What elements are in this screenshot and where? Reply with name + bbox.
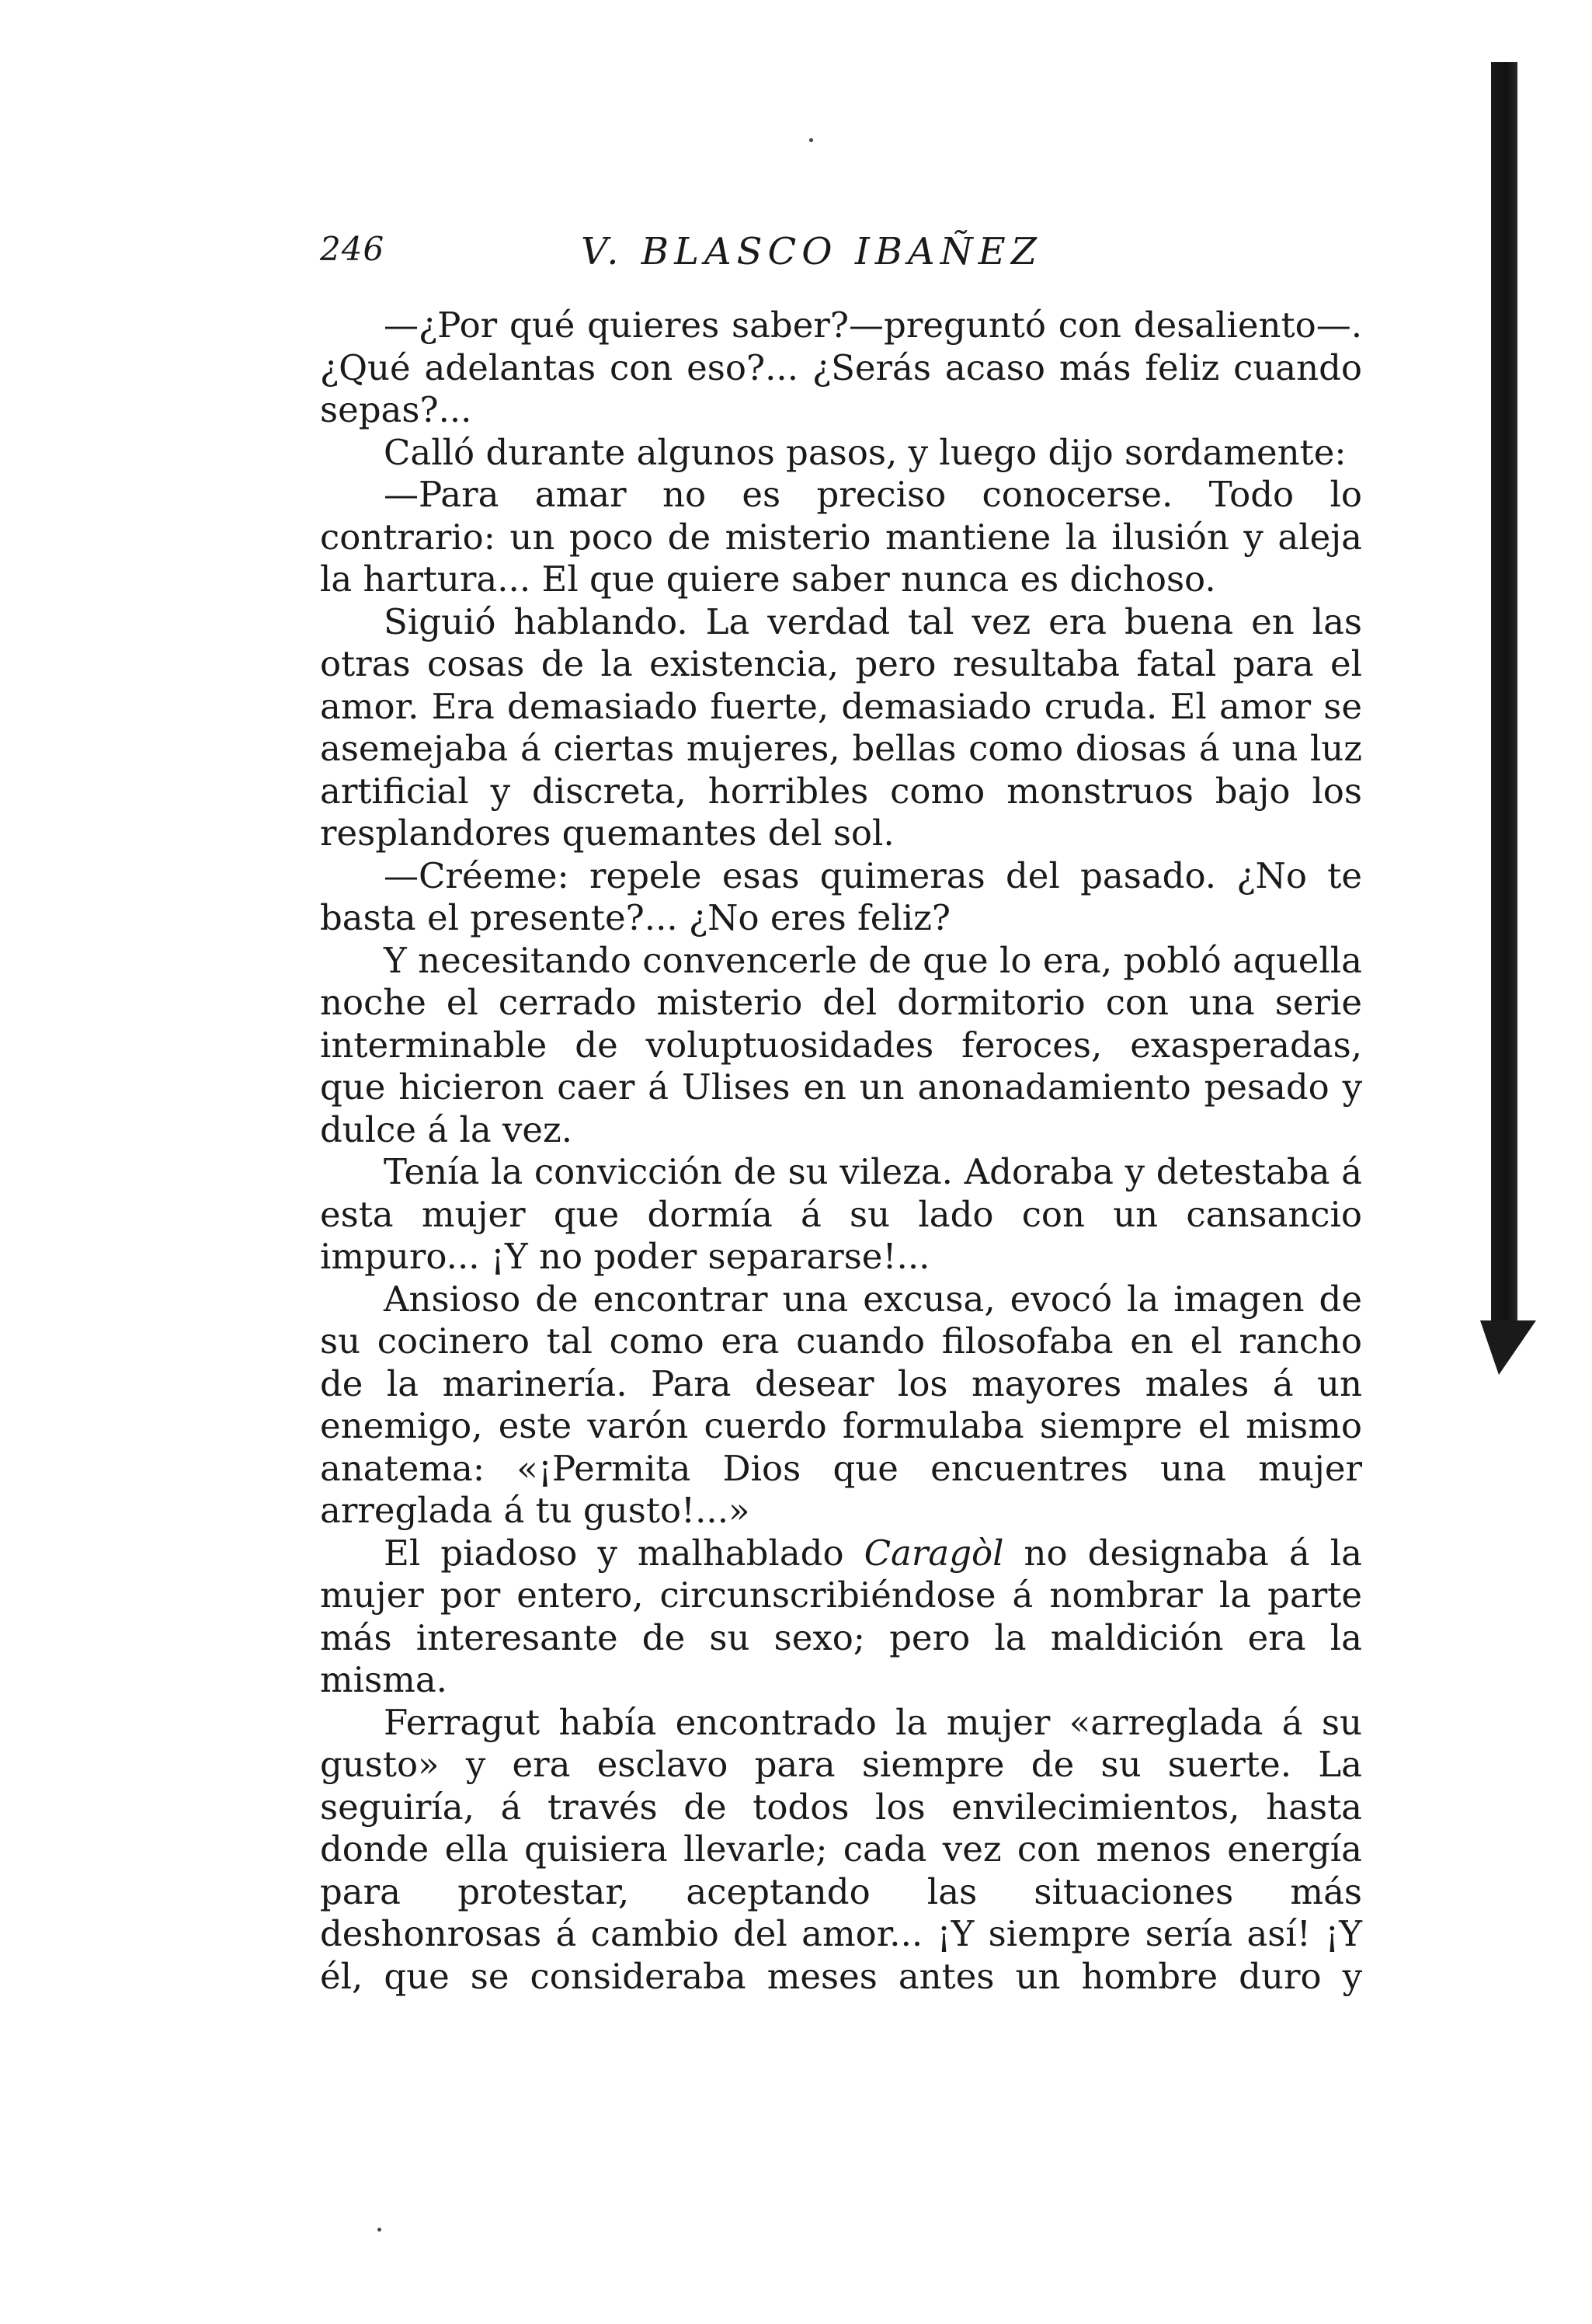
paragraph-text: no designaba á la mujer por entero, circunscribiéndose á nombrar la parte más interesante de su sexo; pero la maldición era la misma. (320, 1532, 1362, 1700)
paper-speck (809, 138, 813, 142)
paragraph: —¿Por qué quieres saber?—preguntó con desaliento—. ¿Qué adelantas con eso?... ¿Serás acaso más feliz cuando sepas?... (320, 304, 1362, 430)
italic-name: Caragòl (864, 1532, 1004, 1574)
paragraph (320, 1533, 1362, 1702)
paragraph: —Créeme: repele esas quimeras del pasado. ¿No te basta el presente?... ¿No eres feliz? (320, 854, 1362, 938)
paragraph: Ferragut había encontrado la mujer «arreglada á su gusto» y era esclavo para siempre de su suerte. La seguiría, á través de todos los envilecimientos, hasta donde ella quisiera llevarle; cada vez con menos energía para protestar, aceptando las situaciones más deshonrosas á cambio del amor... ¡Y siempre sería así! ¡Y él, que se consideraba meses antes un hombre duro y (320, 1701, 1362, 1997)
running-head: V. BLASCO IBAÑEZ (581, 230, 1043, 273)
paragraph: —Para amar no es preciso conocerse. Todo lo contrario: un poco de misterio mantiene la ilusión y aleja la hartura... El que quiere saber nunca es dichoso. (320, 474, 1362, 600)
page-number: 246 (320, 230, 385, 268)
paragraph: Ansioso de encontrar una excusa, evocó la imagen de su cocinero tal como era cuando filosofaba en el rancho de la marinería. Para desear los mayores males á un enemigo, este varón cuerdo formulaba siempre el mismo anatema: «¡Permita Dios que encuentres una mujer arreglada á tu gusto!...» (320, 1278, 1362, 1531)
body-text (320, 304, 1362, 1998)
paragraph-text: El piadoso y malhablado (384, 1532, 864, 1574)
paper-speck (377, 2228, 381, 2232)
paragraph: Y necesitando convencerle de que lo era, pobló aquella noche el cerrado misterio del dormitorio con una serie interminable de voluptuosidades feroces, exasperadas, que hicieron caer á Ulises en un anonadamiento pesado y dulce á la vez. (320, 939, 1362, 1150)
page-header (320, 230, 1361, 284)
binding-shadow-tail (1480, 1320, 1536, 1375)
paragraph: Siguió hablando. La verdad tal vez era buena en las otras cosas de la existencia, pero resultaba fatal para el amor. Era demasiado fuerte, demasiado cruda. El amor se asemejaba á ciertas mujeres, bellas como diosas á una luz artificial y discreta, horribles como monstruos bajo los resplandores quemantes del sol. (320, 600, 1362, 854)
paragraph: Calló durante algunos pasos, y luego dijo sordamente: (384, 431, 1347, 473)
binding-shadow (1491, 62, 1517, 1344)
paragraph: Tenía la convicción de su vileza. Adoraba y detestaba á esta mujer que dormía á su lado con un cansancio impuro... ¡Y no poder separarse!... (320, 1151, 1362, 1277)
